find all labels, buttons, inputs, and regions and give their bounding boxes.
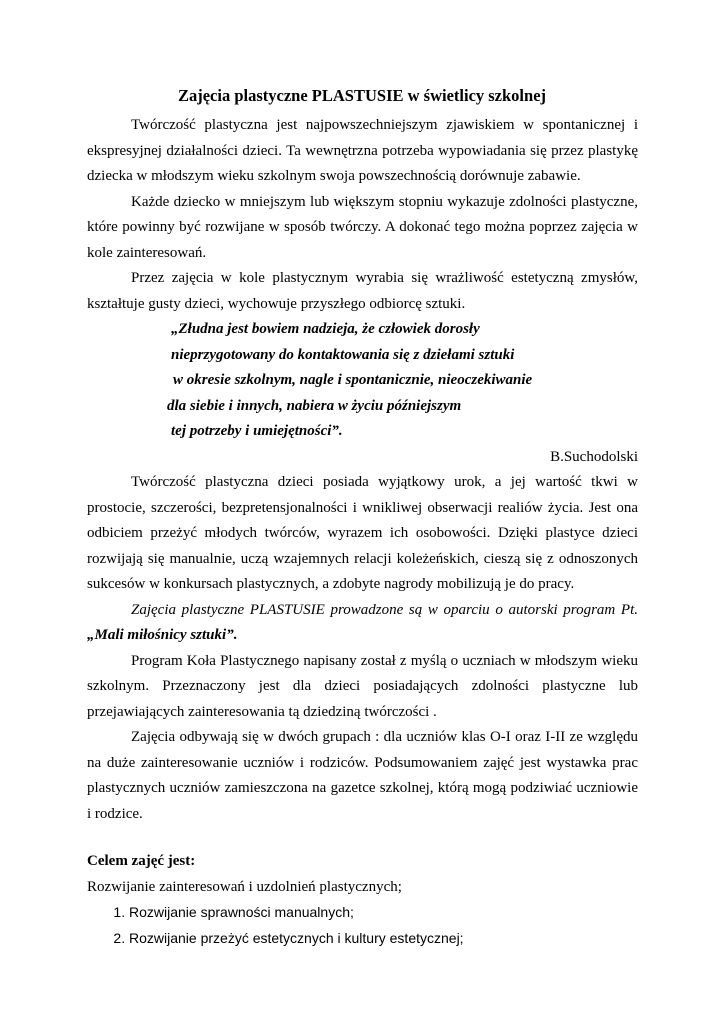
document-body — [87, 113, 638, 951]
paragraph-5 — [87, 598, 638, 649]
goals-heading: Celem zajęć jest: — [87, 853, 196, 869]
quote-author: B.Suchodolski — [550, 448, 638, 465]
paragraph-2: Każde dziecko w mniejszym lub większym stopniu wykazuje zdolności plastyczne, które powinny być rozwijane w sposób twórczy. A dokonać tego można poprzez zajęcia w kole zainteresowań. — [87, 193, 638, 261]
document-title: Zajęcia plastyczne PLASTUSIE w świetlicy szkolnej — [177, 86, 547, 105]
list-item: 2. Rozwijanie przeżyć estetycznych i kultury estetycznej; — [129, 926, 638, 952]
goals-list — [87, 900, 638, 951]
quote-line: dla siebie i innych, nabiera w życiu późniejszym — [167, 397, 462, 414]
paragraph-3: Przez zajęcia w kole plastycznym wyrabia się wrażliwość estetyczną zmysłów, kształtuje gusty dzieci, wychowuje przyszłego odbiorcę sztuki. — [87, 270, 638, 312]
paragraph-7: Zajęcia odbywają się w dwóch grupach : dla uczniów klas O-I oraz I-II ze względu na duże zainteresowanie uczniów i rodziców. Podsumowaniem zajęć jest wystawka prac plastycznych uczniów zamieszczona na gazetce szkolnej, którą mogą podziwiać uczniowie i rodzice. — [87, 729, 638, 822]
quote-line: nieprzygotowany do kontaktowania się z dziełami sztuki — [171, 346, 515, 363]
quote-line: „Złudna jest bowiem nadzieja, że człowiek dorosły — [171, 321, 480, 337]
paragraph-4: Twórczość plastyczna dzieci posiada wyjątkowy urok, a jej wartość tkwi w prostocie, szczerości, bezpretensjonalności i wnikliwej obserwacji realiów życia. Jest ona odbiciem przeżyć młodych twórców, wyrazem ich osobowości. Dzięki plastyce dzieci rozwijają się manualnie, uczą wzajemnych relacji koleżeńskich, cieszą się z odnoszonych sukcesów w konkursach plastycznych, a zdobyte nagrody mobilizują je do pracy. — [87, 474, 638, 592]
quote-block — [87, 317, 638, 445]
paragraph-6: Program Koła Plastycznego napisany został z myślą o uczniach w młodszym wieku szkolnym. Przeznaczony jest dla dzieci posiadających zdolności plastyczne lub przejawiających zainteresowania tą dziedziną twórczości . — [87, 652, 638, 720]
program-name: „Mali miłośnicy sztuki”. — [87, 627, 238, 643]
quote-line: tej potrzeby i umiejętności”. — [171, 423, 343, 439]
program-intro: Zajęcia plastyczne PLASTUSIE prowadzone są w oparciu o autorski program Pt. — [131, 601, 638, 618]
paragraph-1: Twórczość plastyczna jest najpowszechniejszym zjawiskiem w spontanicznej i ekspresyjnej działalności dzieci. Ta wewnętrzna potrzeba wypowiadania się przez plastykę dziecka w młodszym wieku szkolnym swoja powszechnością dorównuje zabawie. — [87, 117, 638, 184]
goals-intro: Rozwijanie zainteresowań i uzdolnień plastycznych; — [87, 878, 402, 895]
quote-line: w okresie szkolnym, nagle i spontanicznie, nieoczekiwanie — [173, 372, 533, 388]
list-item: 1. Rozwijanie sprawności manualnych; — [129, 900, 638, 926]
